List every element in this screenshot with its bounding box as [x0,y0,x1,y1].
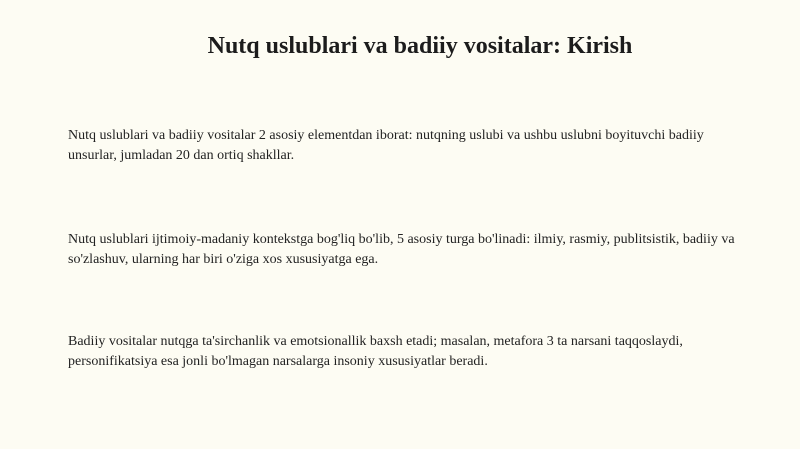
paragraph-3: Badiiy vositalar nutqga ta'sirchanlik va emotsionallik baxsh etadi; masalan, metafora 3 ta narsani taqqoslaydi, personifikatsiya esa jonli bo'lmagan narsalarga insoniy xususiyatlar beradi. [68,334,683,369]
paragraph-1: Nutq uslublari va badiiy vositalar 2 asosiy elementdan iborat: nutqning uslubi va ushbu uslubni boyituvchi badiiy unsurlar, jumladan 20 dan ortiq shakllar. [68,128,704,163]
slide-title: Nutq uslublari va badiiy vositalar: Kirish [207,33,633,59]
paragraph-2: Nutq uslublari ijtimoiy-madaniy kontekstga bog'liq bo'lib, 5 asosiy turga bo'linadi: ilmiy, rasmiy, publitsistik, badiiy va so'zlashuv, ularning har biri o'ziga xos xususiyatga ega. [68,232,735,267]
